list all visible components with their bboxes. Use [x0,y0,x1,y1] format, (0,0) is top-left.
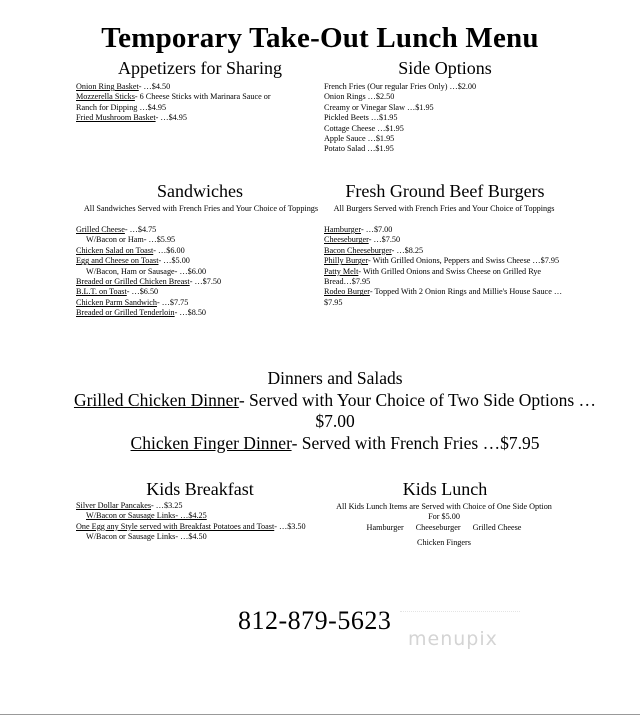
watermark-dots [400,611,520,613]
menu-item [76,235,326,245]
item-name: Onion Ring Basket [76,82,139,91]
item-desc: - Served with Your Choice of Two Side Options …$7.00 [238,389,597,431]
dinner-item [60,390,610,433]
item-name: Grilled Chicken Dinner [73,389,239,410]
menu-item [324,235,566,245]
item-name: B.L.T. on Toast [76,287,127,297]
kids-lunch-heading: Kids Lunch [402,479,488,499]
item-desc: - Topped With 2 Onion Rings and Millie's House Sauce …$7.95 [324,287,563,307]
item-desc: W/Bacon, Ham or Sausage- …$6.00 [86,266,207,276]
item-name: Breaded or Grilled Tenderloin [76,308,175,318]
side-item: Creamy or Vinegar Slaw …$1.95 [324,102,434,112]
kids-lunch-body [330,502,558,549]
kids-breakfast-list [76,501,326,543]
item-desc: Ranch for Dipping …$4.95 [76,102,167,112]
menu-item [76,287,326,297]
menu-item [76,511,326,521]
item-desc: - …$3.50 [274,521,306,531]
item-desc: - …$7.75 [156,297,189,307]
dinners-heading: Dinners and Salads [267,368,403,388]
item-desc: - …$5.00 [158,256,190,266]
menu-item [76,103,326,113]
item-name: Philly Burger [324,256,369,266]
appetizers-list [76,82,326,124]
menu-item [76,501,326,511]
sides-list [324,82,564,155]
item-name: Bacon Cheeseburger [324,245,392,255]
side-item: Apple Sauce …$1.95 [324,134,395,144]
burgers-list [324,225,566,308]
menu-item [76,113,326,123]
item-desc: - …$7.50 [368,235,401,245]
item-desc: - …$8.50 [174,308,207,318]
menu-item [324,287,566,308]
kids-lunch-item: Cheeseburger [415,522,461,532]
burgers-note: All Burgers Served with French Fries and Your Choice of Toppings [333,204,555,213]
kids-lunch-note: All Kids Lunch Items are Served with Choice of One Side Option [336,502,552,511]
item-desc: - …$8.25 [391,245,424,255]
sandwiches-list [76,225,326,319]
item-desc: W/Bacon or Ham- …$5.95 [86,235,176,245]
menu-item [76,277,326,287]
kids-lunch-items [330,523,558,533]
watermark-logo: menupix [408,628,498,650]
item-name: Patty Melt [324,266,359,276]
item-name: One Egg any Style served with Breakfast Potatoes and Toast [76,521,275,531]
menu-item [76,532,326,542]
item-name: Chicken Parm Sandwich [76,297,157,307]
kids-lunch-price: For $5.00 [428,512,460,522]
menu-item [76,225,326,235]
item-desc: - …$4.95 [155,113,187,123]
side-item: Potato Salad …$1.95 [324,144,394,154]
side-item: Onion Rings …$2.50 [324,92,395,102]
item-name: Mozzerella Sticks [76,92,135,102]
item-desc: - With Grilled Onions and Swiss Cheese on Grilled Rye Bread…$7.95 [324,266,542,287]
menu-item [76,92,326,102]
side-item: French Fries (Our regular Fries Only) …$2.00 [324,82,477,91]
item-desc: - …$4.75 [124,225,157,234]
menu-item [324,267,566,288]
item-desc: W/Bacon or Sausage Links- …$4.50 [86,532,207,542]
menu-item [324,225,566,235]
item-desc: - …$6.00 [153,245,185,255]
item-name: Hamburger [324,225,361,234]
menu-item [76,522,326,532]
kids-breakfast-heading: Kids Breakfast [146,479,254,499]
item-name: Silver Dollar Pancakes [76,501,152,510]
menu-item [76,308,326,318]
item-name: Breaded or Grilled Chicken Breast [76,277,190,287]
burgers-heading: Fresh Ground Beef Burgers [345,181,545,201]
item-name: Rodeo Burger [324,287,370,297]
item-desc: - …$6.50 [126,287,159,297]
sandwiches-heading: Sandwiches [157,181,243,201]
item-name: Grilled Cheese [76,225,125,234]
item-desc: - …$4.50 [138,82,171,91]
item-desc: W/Bacon or Sausage Links- …$4.25 [86,511,207,521]
appetizers-heading: Appetizers for Sharing [118,58,282,78]
sides-heading: Side Options [398,58,492,78]
menu-item [76,298,326,308]
item-name: Cheeseburger [324,235,369,245]
side-item: Pickled Beets …$1.95 [324,113,398,123]
menu-item [324,246,566,256]
dinner-item [60,433,610,455]
kids-lunch-item: Chicken Fingers [417,538,471,548]
page-bottom-border [0,714,640,715]
item-desc: - …$7.50 [189,277,222,287]
item-desc: - Served with French Fries …$7.95 [291,432,540,453]
sandwiches-note: All Sandwiches Served with French Fries and Your Choice of Toppings [83,204,319,213]
item-name: Egg and Cheese on Toast [76,256,159,266]
menu-item [76,256,326,266]
dinners-section [60,368,610,454]
side-item: Cottage Cheese …$1.95 [324,123,404,133]
item-desc: - …$7.00 [360,225,393,234]
kids-lunch-item: Hamburger [366,522,404,532]
item-desc: - …$3.25 [151,501,183,510]
item-name: Fried Mushroom Basket [76,113,156,123]
phone-number: 812-879-5623 [238,606,392,635]
page-title: Temporary Take-Out Lunch Menu [101,22,539,54]
kids-lunch-item: Grilled Cheese [472,522,522,532]
item-desc: - 6 Cheese Sticks with Marinara Sauce or [134,92,271,102]
menu-item [324,256,566,266]
item-desc: - With Grilled Onions, Peppers and Swiss Cheese …$7.95 [368,256,560,266]
item-name: Chicken Salad on Toast [76,245,154,255]
menu-item [76,82,326,92]
item-name: Chicken Finger Dinner [130,432,292,453]
menu-item [76,267,326,277]
menu-item [76,246,326,256]
